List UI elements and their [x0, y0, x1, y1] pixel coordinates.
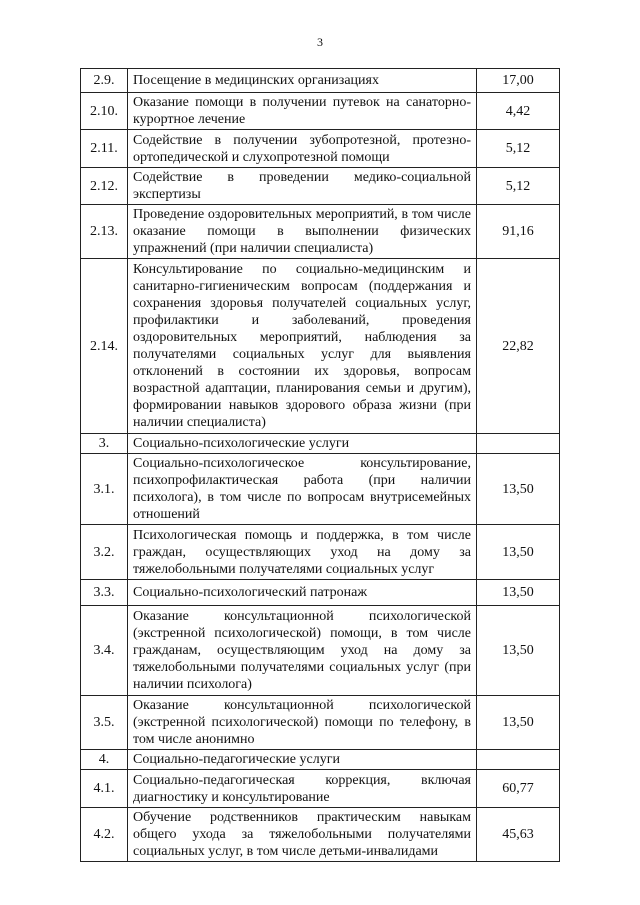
- service-price: 13,50: [477, 525, 560, 580]
- table-row: [81, 525, 560, 580]
- row-number: 2.10.: [81, 93, 128, 130]
- table-row: [81, 205, 560, 259]
- row-number: 2.12.: [81, 168, 128, 205]
- section-title: Социально-педагогические услуги: [128, 750, 477, 770]
- service-name: Социально-психологическое консультирование, психопрофилактическая работа (при наличии психолога), в том числе по вопросам внутрисемейных отношений: [128, 454, 477, 525]
- service-name: Обучение родственников практическим навыкам общего ухода за тяжелобольными получателями социальных услуг, в том числе детьми-инвалидами: [128, 808, 477, 862]
- row-number: 3.3.: [81, 580, 128, 606]
- service-name: Социально-педагогическая коррекция, включая диагностику и консультирование: [128, 770, 477, 808]
- service-name: Оказание консультационной психологической (экстренной психологической) помощи, в том числе гражданам, осуществляющим уход на дому за тяжелобольными получателями социальных услуг (при наличии психолога): [128, 606, 477, 696]
- row-number: 2.14.: [81, 259, 128, 434]
- service-name: Посещение в медицинских организациях: [128, 69, 477, 93]
- service-price: 13,50: [477, 606, 560, 696]
- table-row: [81, 606, 560, 696]
- service-price: 4,42: [477, 93, 560, 130]
- service-name: Содействие в получении зубопротезной, протезно-ортопедической и слухопротезной помощи: [128, 130, 477, 168]
- table-row: [81, 93, 560, 130]
- services-table: [80, 68, 560, 862]
- row-number: 3.4.: [81, 606, 128, 696]
- service-name: Оказание помощи в получении путевок на санаторно-курортное лечение: [128, 93, 477, 130]
- row-number: 3.1.: [81, 454, 128, 525]
- services-table-body: [81, 69, 560, 862]
- row-number: 2.13.: [81, 205, 128, 259]
- service-price: 60,77: [477, 770, 560, 808]
- row-number: 2.11.: [81, 130, 128, 168]
- section-title: Социально-психологические услуги: [128, 434, 477, 454]
- service-name: Оказание консультационной психологической (экстренной психологической) помощи по телефону, в том числе анонимно: [128, 696, 477, 750]
- table-row: [81, 259, 560, 434]
- row-number: 4.2.: [81, 808, 128, 862]
- service-name: Содействие в проведении медико-социальной экспертизы: [128, 168, 477, 205]
- table-row: [81, 130, 560, 168]
- service-price: 13,50: [477, 454, 560, 525]
- row-number: 3.: [81, 434, 128, 454]
- service-price: 5,12: [477, 130, 560, 168]
- row-number: 3.2.: [81, 525, 128, 580]
- table-row: [81, 696, 560, 750]
- service-name: Психологическая помощь и поддержка, в том числе граждан, осуществляющих уход на дому за тяжелобольными получателями социальных услуг: [128, 525, 477, 580]
- service-name: Консультирование по социально-медицинским и санитарно-гигиеническим вопросам (поддержания и сохранения здоровья получателей социальных услуг, профилактики и заболеваний, проведения оздоровительных мероприятий, наблюдения за получателями социальных услуг для выявления отклонений в состоянии их здоровья, вопросам возрастной адаптации, планирования семьи и другим), формировании навыков здорового образа жизни (при наличии специалиста): [128, 259, 477, 434]
- service-price: 5,12: [477, 168, 560, 205]
- row-number: 3.5.: [81, 696, 128, 750]
- table-row: [81, 808, 560, 862]
- table-row: [81, 580, 560, 606]
- service-price: 17,00: [477, 69, 560, 93]
- row-number: 2.9.: [81, 69, 128, 93]
- section-row: [81, 434, 560, 454]
- service-price: 45,63: [477, 808, 560, 862]
- table-row: [81, 770, 560, 808]
- section-row: [81, 750, 560, 770]
- table-row: [81, 69, 560, 93]
- table-row: [81, 454, 560, 525]
- service-name: Социально-психологический патронаж: [128, 580, 477, 606]
- table-row: [81, 168, 560, 205]
- service-price: 22,82: [477, 259, 560, 434]
- service-price: [477, 434, 560, 454]
- service-price: 91,16: [477, 205, 560, 259]
- service-name: Проведение оздоровительных мероприятий, в том числе оказание помощи в выполнении физических упражнений (при наличии специалиста): [128, 205, 477, 259]
- service-price: 13,50: [477, 696, 560, 750]
- page-number: 3: [317, 35, 323, 49]
- row-number: 4.1.: [81, 770, 128, 808]
- service-price: 13,50: [477, 580, 560, 606]
- service-price: [477, 750, 560, 770]
- row-number: 4.: [81, 750, 128, 770]
